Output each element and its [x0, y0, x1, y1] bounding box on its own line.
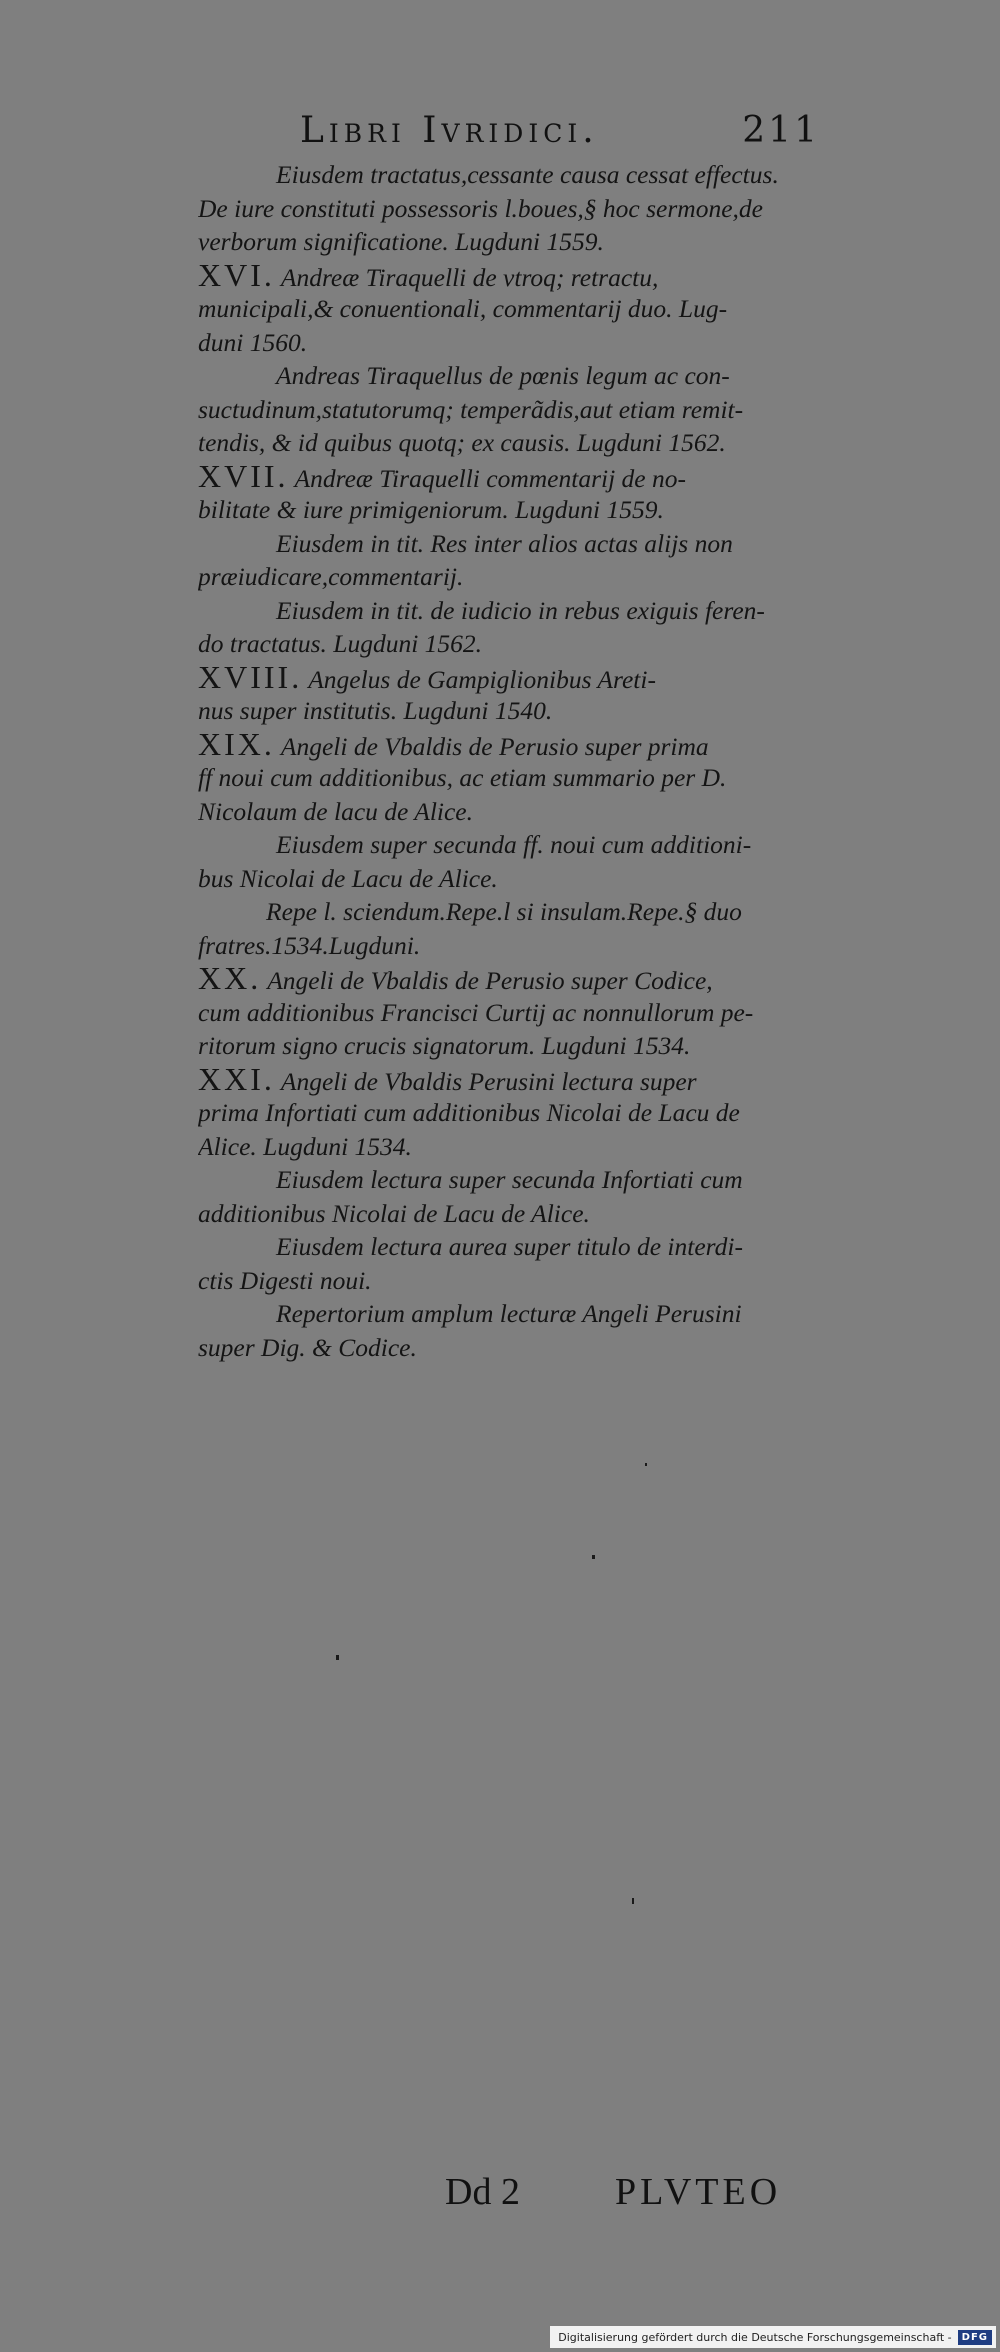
- entry-number: XVIII.: [198, 660, 303, 694]
- line-text: Angeli de Vbaldis de Perusio super Codice,: [267, 966, 713, 995]
- text-line: [198, 795, 798, 829]
- text-line: [198, 493, 798, 527]
- catalog-text: [198, 158, 798, 1364]
- entry-heading-line: [198, 460, 798, 494]
- entry-number: XX.: [198, 962, 262, 996]
- line-text: Eiusdem lectura aurea super titulo de interdi-: [276, 1232, 743, 1261]
- entry-heading-line: [198, 962, 798, 996]
- text-line: [198, 1029, 798, 1063]
- text-line: [198, 326, 798, 360]
- signature-mark: Dd 2: [445, 2171, 520, 2213]
- line-text: Eiusdem tractatus,cessante causa cessat effectus.: [276, 160, 779, 189]
- line-text: cum additionibus Francisci Curtij ac nonnullorum pe-: [198, 997, 754, 1027]
- text-line: [198, 426, 798, 460]
- line-text: præiudicare,commentarij.: [198, 562, 464, 591]
- line-text: nus super institutis. Lugduni 1540.: [198, 696, 553, 725]
- scan-speck: [336, 1655, 339, 1660]
- entry-number: XVII.: [198, 459, 289, 493]
- entry-number: XXI.: [198, 1062, 275, 1096]
- line-text: Eiusdem in tit. de iudicio in rebus exiguis feren-: [276, 595, 765, 625]
- signature-line: [445, 2170, 805, 2220]
- text-line: [198, 929, 798, 963]
- text-line: [198, 1331, 798, 1365]
- running-title: Libri Ivridici.: [300, 110, 599, 151]
- line-text: Alice. Lugduni 1534.: [198, 1131, 412, 1161]
- line-text: Andreæ Tiraquelli commentarij de no-: [294, 463, 686, 493]
- line-text: municipali,& conuentionali, commentarij duo. Lug-: [198, 294, 728, 323]
- text-line: [198, 694, 798, 728]
- line-text: prima Infortiati cum additionibus Nicolai de Lacu de: [198, 1098, 740, 1127]
- line-text: bus Nicolai de Lacu de Alice.: [198, 863, 498, 893]
- line-text: Eiusdem in tit. Res inter alios actas alijs non: [276, 528, 733, 558]
- running-header: [300, 110, 820, 160]
- line-text: Andreas Tiraquellus de pœnis legum ac con-: [276, 361, 730, 390]
- line-text: ctis Digesti noui.: [198, 1265, 372, 1295]
- line-text: do tractatus. Lugduni 1562.: [198, 629, 483, 658]
- text-line: [198, 1264, 798, 1298]
- line-text: bilitate & iure primigeniorum. Lugduni 1559.: [198, 495, 664, 524]
- line-text: Angeli de Vbaldis de Perusio super prima: [280, 731, 709, 761]
- line-text: Eiusdem lectura super secunda Infortiati cum: [276, 1165, 743, 1194]
- credit-text: Digitalisierung gefördert durch die Deutsche Forschungsgemeinschaft -: [558, 2330, 952, 2344]
- entry-heading-line: [198, 259, 798, 293]
- text-line: [198, 1096, 798, 1130]
- text-line: [198, 225, 798, 259]
- entry-number: XIX.: [198, 727, 275, 761]
- scan-speck: [645, 1463, 647, 1466]
- line-text: super Dig. & Codice.: [198, 1332, 417, 1362]
- text-line: [198, 393, 798, 427]
- text-line: [198, 1163, 798, 1197]
- text-line: [198, 192, 798, 226]
- text-line: [198, 560, 798, 594]
- text-line: [198, 1130, 798, 1164]
- line-text: fratres.1534.Lugduni.: [198, 930, 421, 960]
- digitization-credit: [550, 2326, 996, 2348]
- line-text: Angeli de Vbaldis Perusini lectura super: [280, 1066, 697, 1096]
- catchword: PLVTEO: [615, 2171, 782, 2213]
- text-line: [198, 359, 798, 393]
- text-line: [198, 594, 798, 628]
- line-text: Andreæ Tiraquelli de vtroq; retractu,: [280, 262, 659, 292]
- line-text: Repe l. sciendum.Repe.l si insulam.Repe.§ duo: [266, 897, 742, 926]
- line-text: ritorum signo crucis signatorum. Lugduni 1534.: [198, 1031, 691, 1060]
- text-line: [198, 627, 798, 661]
- line-text: additionibus Nicolai de Lacu de Alice.: [198, 1198, 590, 1228]
- text-line: [198, 761, 798, 795]
- line-text: tendis, & id quibus quotq; ex causis. Lugduni 1562.: [198, 428, 726, 457]
- text-line: [198, 828, 798, 862]
- line-text: Repertorium amplum lecturæ Angeli Perusini: [276, 1299, 742, 1328]
- text-line: [198, 862, 798, 896]
- page-number: 211: [742, 110, 820, 151]
- text-line: [198, 527, 798, 561]
- line-text: ff noui cum additionibus, ac etiam summario per D.: [198, 763, 727, 792]
- text-line: [198, 996, 798, 1030]
- line-text: Angelus de Gampiglionibus Areti-: [308, 664, 656, 694]
- text-line: [198, 1197, 798, 1231]
- line-text: verborum significatione. Lugduni 1559.: [198, 227, 604, 256]
- entry-heading-line: [198, 661, 798, 695]
- entry-heading-line: [198, 1063, 798, 1097]
- scan-speck: [632, 1898, 634, 1904]
- line-text: Nicolaum de lacu de Alice.: [198, 796, 473, 826]
- text-line: [198, 1230, 798, 1264]
- entry-heading-line: [198, 728, 798, 762]
- text-line: [198, 895, 798, 929]
- text-line: [198, 1297, 798, 1331]
- line-text: De iure constituti possessoris l.boues,§ hoc sermone,de: [198, 193, 763, 223]
- line-text: Eiusdem super secunda ff. noui cum additioni-: [276, 830, 752, 859]
- scan-speck: [592, 1555, 595, 1559]
- line-text: suctudinum,statutorumq; temperãdis,aut etiam remit-: [198, 394, 744, 424]
- text-line: [198, 158, 798, 192]
- line-text: duni 1560.: [198, 327, 308, 357]
- dfg-logo: DFG: [958, 2330, 992, 2345]
- entry-number: XVI.: [198, 258, 275, 292]
- text-line: [198, 292, 798, 326]
